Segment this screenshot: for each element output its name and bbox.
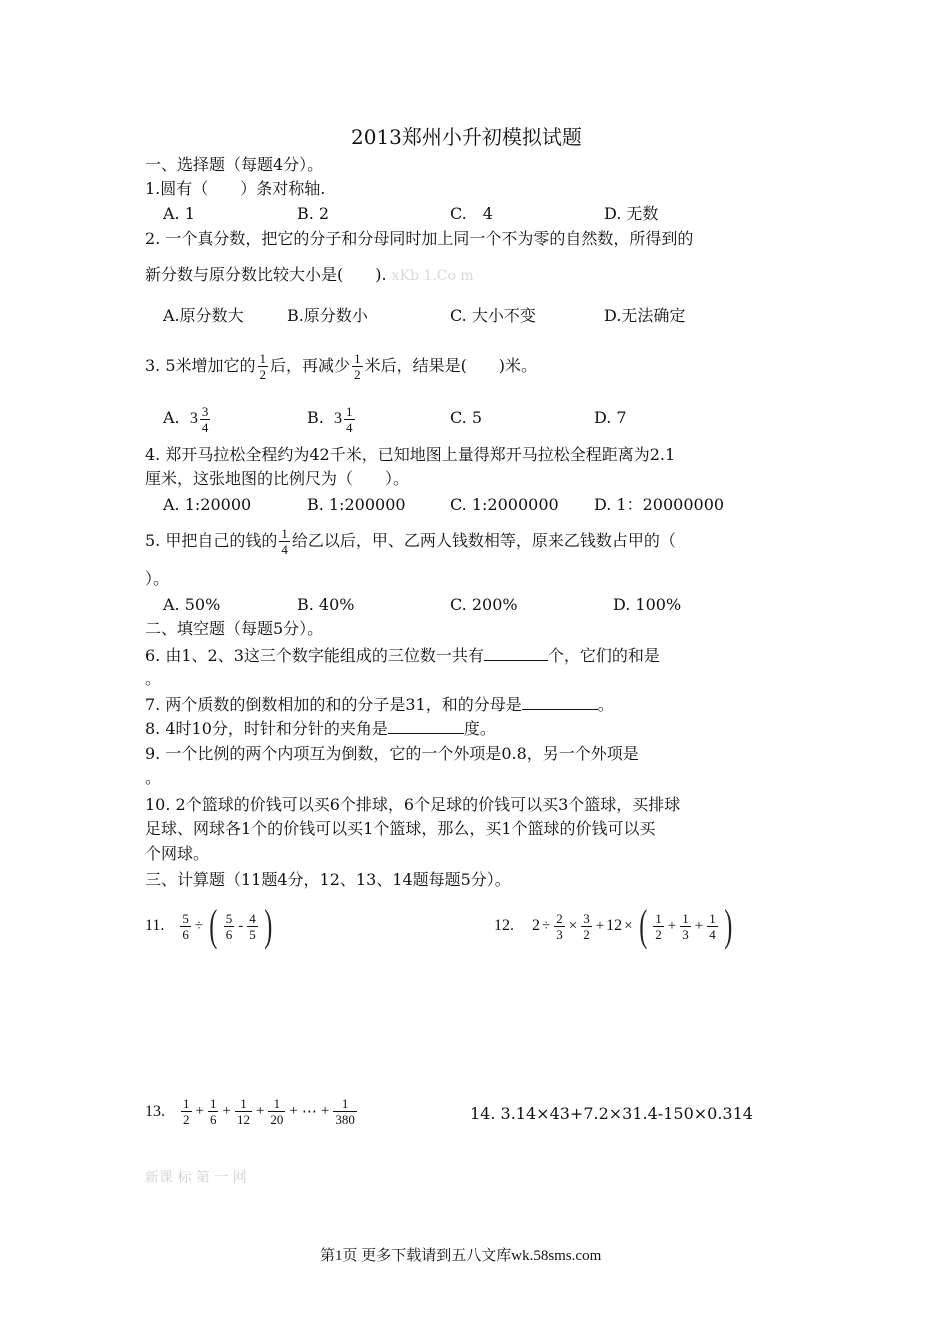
page-footer: 第1页 更多下载请到五八文库wk.58sms.com — [320, 1248, 602, 1264]
page-title: 2013郑州小升初模拟试题 — [351, 125, 582, 149]
question-12: 12. 2 ÷ $\frac{2}{3}$ × $\frac{3}{2}$ + 12 × ( $\frac{1}{2}$ + $\frac{1}{3}$ + $\frac{1}{4}$ ) — [494, 901, 733, 950]
question-3-stem — [145, 346, 537, 386]
q3-text-3: 米后，结果是( )米。 — [364, 356, 538, 375]
question-6-line2: 。 — [145, 669, 162, 688]
question-9-line2: 。 — [145, 768, 162, 787]
q5-option-c: C. 200% — [450, 595, 518, 614]
q1-option-c: C. 4 — [450, 204, 493, 223]
question-8: 8. 4时10分，时针和分针的夹角是 度。 — [145, 719, 496, 738]
q5-option-a: A. 50% — [163, 595, 221, 614]
fraction: $\frac{1}{4}$ — [281, 526, 288, 557]
section-heading: 二、填空题（每题5分）。 — [145, 619, 324, 638]
section-heading: 三、计算题（11题4分，12、13、14题每题5分）。 — [145, 870, 511, 889]
q1-option-d: D. 无数 — [604, 204, 659, 223]
q3-text-2: 后，再减少 — [270, 356, 351, 375]
answer-blank[interactable] — [484, 644, 548, 661]
question-2-line2 — [145, 264, 474, 287]
q4-option-d: D. 1：20000000 — [594, 495, 725, 514]
question-1-stem: 1.圆有（ ）条对称轴. — [145, 179, 326, 198]
q2-option-b: B.原分数小 — [287, 306, 368, 325]
question-2-line1: 2. 一个真分数，把它的分子和分母同时加上同一个不为零的自然数，所得到的 — [145, 229, 694, 248]
q3-option-a: A. 3 $\frac{3}{4}$ — [163, 398, 212, 439]
question-11: 11. $\frac{5}{6}$ ÷ ( $\frac{5}{6}$ - $\frac{4}{5}$ ) — [145, 901, 273, 950]
question-2-text: 新分数与原分数比较大小是( ). — [145, 265, 387, 284]
q5-option-d: D. 100% — [613, 595, 682, 614]
q3-text-1: 3. 5米增加它的 — [145, 356, 256, 375]
q4-option-c: C. 1:2000000 — [450, 495, 559, 514]
question-5-line2: ）。 — [145, 569, 170, 588]
question-6-line1: 6. 由1、2、3这三个数字能组成的三位数一共有 个，它们的和是 — [145, 646, 660, 665]
answer-blank[interactable] — [388, 717, 464, 734]
answer-blank[interactable] — [522, 693, 598, 710]
q3-option-c: C. 5 — [450, 408, 483, 427]
question-4-line1: 4. 郑开马拉松全程约为42千米，已知地图上量得郑开马拉松全程距离为2.1 — [145, 445, 676, 464]
mixed-number: 3 $\frac{3}{4}$ — [189, 403, 209, 435]
question-9-line1: 9. 一个比例的两个内项互为倒数，它的一个外项是0.8，另一个外项是 — [145, 744, 639, 763]
watermark: xKb 1.Co m — [391, 268, 474, 284]
q2-option-d: D.无法确定 — [604, 306, 686, 325]
fraction: $\frac{1}{2}$ — [259, 351, 267, 382]
fraction: $\frac{1}{2}$ — [354, 351, 361, 382]
question-10-line2: 足球、网球各1个的价钱可以买1个篮球，那么，买1个篮球的价钱可以买 — [145, 819, 656, 838]
q1-option-b: B. 2 — [297, 204, 330, 223]
question-13: 13. $\frac{1}{2}$ + $\frac{1}{6}$ + $\frac{1}{12}$ + $\frac{1}{20}$ + ⋯ + $\frac{1}{380}$ — [145, 1096, 355, 1127]
q3-option-d: D. 7 — [594, 408, 627, 427]
q4-option-b: B. 1:200000 — [307, 495, 406, 514]
question-10-line3: 个网球。 — [145, 844, 210, 863]
question-4-line2: 厘米，这张地图的比例尺为（ ）。 — [145, 469, 410, 488]
q2-option-c: C. 大小不变 — [450, 306, 536, 325]
question-10-line1: 10. 2个篮球的价钱可以买6个排球，6个足球的价钱可以买3个篮球，买排球 — [145, 795, 681, 814]
question-5-line1: 5. 甲把自己的钱的 $\frac{1}{4}$ 给乙以后，甲、乙两人钱数相等，原来乙钱数占甲的（ — [145, 526, 676, 557]
q4-option-a: A. 1:20000 — [163, 495, 252, 514]
q1-option-a: A. 1 — [163, 204, 195, 223]
question-14: 14. 3.14×43+7.2×31.4-150×0.314 — [470, 1104, 753, 1123]
mixed-number: 3 $\frac{1}{4}$ — [334, 403, 353, 435]
watermark: 新课 标 第 一 网 — [145, 1170, 247, 1186]
question-7: 7. 两个质数的倒数相加的和的分子是31，和的分母是 。 — [145, 695, 614, 714]
q3-option-b: B. 3 $\frac{1}{4}$ — [307, 398, 357, 439]
q2-option-a: A.原分数大 — [163, 306, 244, 325]
q5-option-b: B. 40% — [297, 595, 355, 614]
section-heading: 一、选择题（每题4分）。 — [145, 155, 324, 174]
